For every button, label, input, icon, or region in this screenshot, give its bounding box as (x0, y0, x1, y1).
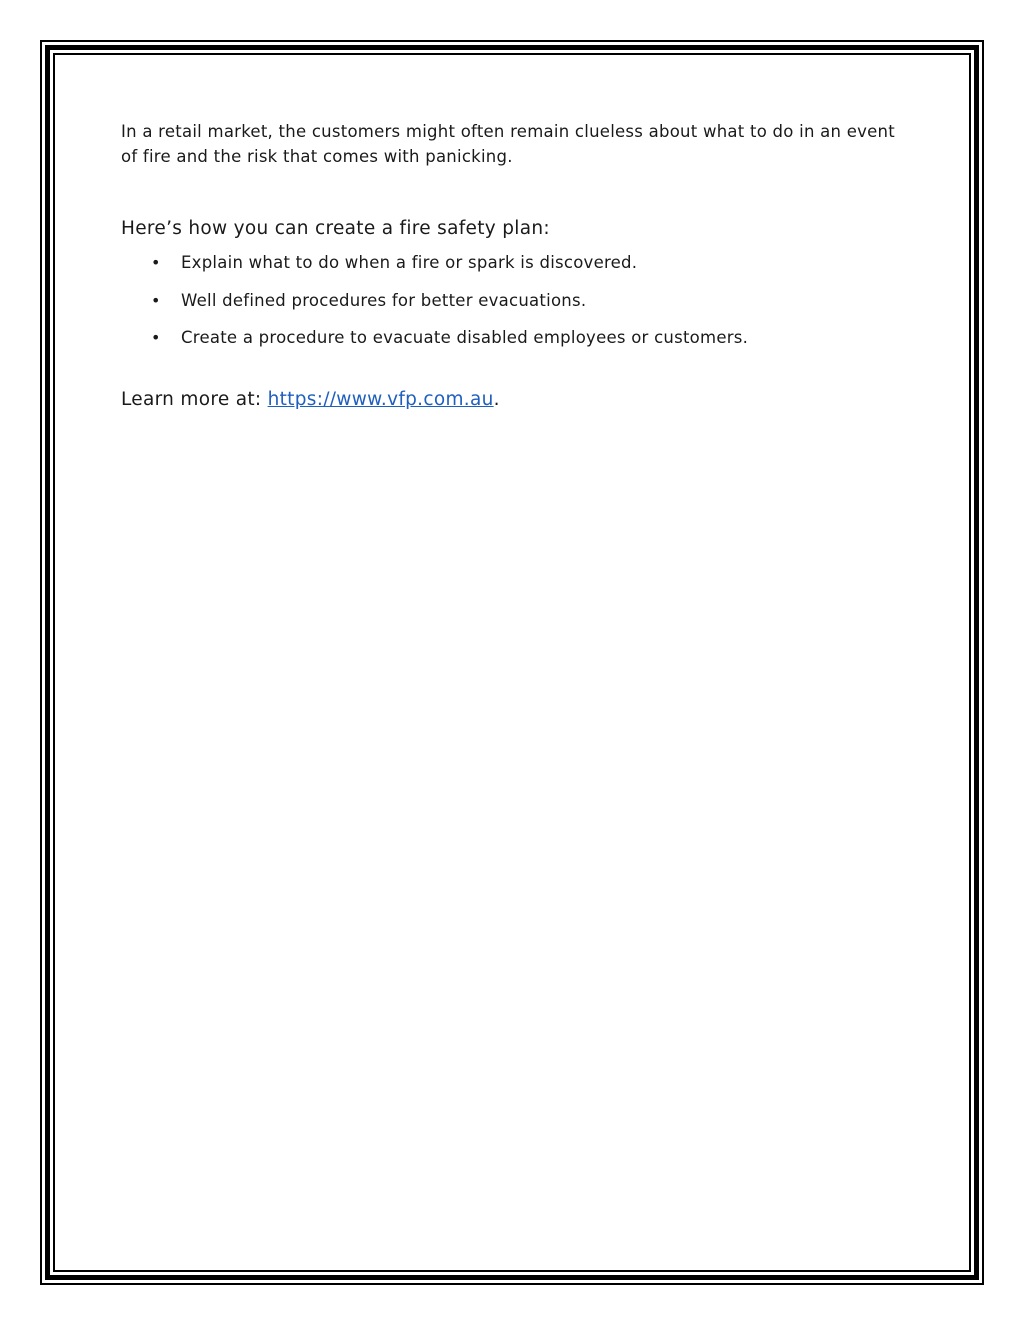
list-item (121, 288, 911, 313)
bullet-icon: • (151, 328, 161, 347)
list-item-text: Well defined procedures for better evacuations. (181, 290, 587, 310)
learn-more-trailing: . (493, 389, 500, 410)
bullet-icon: • (151, 253, 161, 272)
list-item (121, 250, 911, 275)
list-item-text: Explain what to do when a fire or spark is discovered. (181, 253, 638, 272)
learn-more-line (121, 387, 911, 413)
list-item-text: Create a procedure to evacuate disabled employees or customers. (181, 328, 749, 347)
website-link[interactable]: https://www.vfp.com.au (267, 389, 494, 410)
intro-paragraph: In a retail market, the customers might often remain clueless about what to do in an event of fire and the risk that comes with panicking. (121, 122, 895, 166)
list-item (121, 325, 911, 350)
bullet-list (121, 250, 911, 350)
learn-more-label: Learn more at: (121, 389, 268, 410)
section-heading: Here’s how you can create a fire safety plan: (121, 218, 550, 239)
bullet-icon: • (151, 290, 161, 310)
document-content (121, 119, 911, 413)
